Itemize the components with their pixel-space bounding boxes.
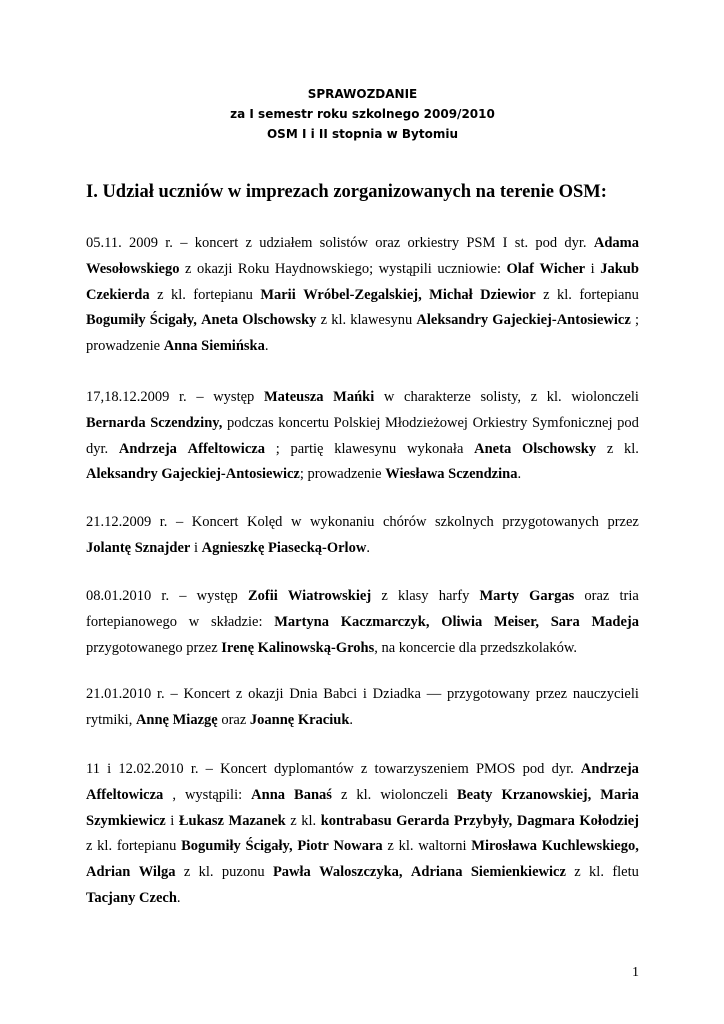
- text-run: z: [340, 786, 348, 803]
- text-run: koncertu: [278, 414, 330, 431]
- text-run: charakterze: [404, 389, 471, 405]
- bold-text: Wiesława Sczendzina: [385, 466, 518, 483]
- text-run: partię: [290, 440, 324, 457]
- bold-text: Bogumiły: [181, 838, 241, 855]
- text-line: [86, 636, 639, 662]
- text-run: z: [387, 838, 394, 855]
- text-run: .: [176, 889, 181, 906]
- report-semester: za I semestr roku szkolnego 2009/2010: [230, 107, 495, 121]
- text-run: towarzyszeniem: [374, 761, 469, 777]
- text-run: –: [205, 761, 213, 777]
- text-run: dyr.: [86, 440, 109, 457]
- text-run: I: [502, 235, 508, 251]
- text-run: –: [170, 686, 178, 702]
- event-paragraph: [86, 385, 639, 488]
- text-run: orkiestry: [407, 235, 460, 251]
- event-paragraph: [86, 231, 639, 360]
- text-run: r.: [165, 235, 173, 251]
- text-run: .: [349, 711, 354, 728]
- bold-text: Marty: [479, 588, 519, 604]
- text-run: st.: [514, 235, 529, 251]
- text-run: z: [184, 260, 192, 277]
- bold-text: Bernarda: [86, 414, 146, 431]
- text-run: z: [157, 286, 164, 303]
- text-run: kl.: [398, 838, 414, 855]
- text-run: w: [188, 613, 200, 630]
- text-run: kl.: [331, 312, 347, 329]
- text-run: przygotowany: [447, 686, 530, 702]
- text-run: .: [264, 338, 269, 355]
- bold-text: Andrzeja: [118, 440, 177, 457]
- bold-text: Affeltowicza: [187, 440, 265, 457]
- text-run: Koncert: [220, 761, 267, 777]
- text-run: szkolnych: [434, 514, 494, 530]
- text-run: w: [290, 514, 302, 530]
- bold-text: Adrian: [86, 864, 131, 881]
- bold-text: Gajeckiej-Antosiewicz: [492, 312, 631, 329]
- document-page: [86, 0, 639, 1024]
- text-run: ,: [172, 786, 176, 803]
- text-run: kl.: [198, 864, 214, 881]
- text-run: klawesynu: [334, 440, 397, 457]
- text-run: puzonu: [221, 864, 265, 881]
- bold-text: Aleksandry: [416, 312, 489, 329]
- bold-text: Tacjany Czech: [86, 889, 177, 906]
- text-run: wykonaniu: [309, 514, 375, 530]
- text-line: [86, 682, 639, 708]
- text-run: okazji: [248, 686, 284, 702]
- section-heading: I. Udział uczniów w imprezach zorganizowanych na terenie OSM:: [86, 182, 607, 202]
- bold-text: Mirosława: [471, 838, 538, 855]
- bold-text: Dagmara: [516, 812, 575, 829]
- bold-text: Anna Siemińska: [163, 338, 265, 355]
- text-run: 05.11.: [86, 235, 122, 251]
- text-run: 08.01.2010: [86, 588, 152, 604]
- text-run: solisty,: [480, 389, 522, 405]
- text-run: Kolęd: [246, 514, 283, 530]
- text-run: udziałem: [259, 235, 313, 251]
- bold-text: Adama: [593, 235, 639, 251]
- text-run: fortepianu: [116, 838, 177, 855]
- bold-text: Zofii: [247, 588, 278, 604]
- text-run: z: [574, 864, 581, 881]
- text-run: i: [590, 260, 595, 277]
- text-run: –: [175, 514, 184, 530]
- bold-text: Przybyły,: [453, 812, 513, 829]
- text-run: z: [183, 864, 191, 881]
- text-line: [86, 886, 639, 912]
- text-run: Koncert: [183, 686, 231, 702]
- text-line: [86, 809, 639, 835]
- text-run: występ: [196, 588, 238, 604]
- bold-text: Olschowsky: [521, 440, 597, 457]
- text-run: 21.12.2009: [86, 514, 152, 530]
- text-run: wystąpili:: [184, 786, 243, 803]
- text-run: z: [86, 838, 93, 855]
- text-run: wiolonczeli: [380, 786, 448, 803]
- bold-text: Kuchlewskiego,: [541, 838, 639, 855]
- bold-text: Wesołowskiego: [86, 260, 180, 277]
- text-run: koncert: [194, 235, 239, 251]
- bold-text: Kołodziej: [579, 812, 639, 829]
- bold-text: Aneta: [201, 312, 239, 329]
- text-line: [86, 860, 639, 886]
- text-run: tria: [619, 588, 639, 604]
- text-run: przygotowanych: [502, 514, 599, 530]
- text-run: i: [107, 761, 112, 777]
- text-run: ; prowadzenie: [299, 466, 386, 483]
- text-run: –: [196, 389, 204, 405]
- text-run: , na koncercie dla przedszkolaków.: [374, 639, 578, 656]
- text-run: z: [290, 812, 297, 829]
- bold-text: Aleksandry Gajeckiej-Antosiewicz: [86, 466, 300, 483]
- text-run: nauczycieli: [572, 686, 639, 702]
- text-run: fortepianu: [193, 286, 253, 303]
- text-run: oraz: [217, 711, 250, 728]
- text-run: fortepianowego: [86, 613, 177, 630]
- text-run: dyplomantów: [273, 761, 354, 777]
- text-run: Polskiej: [333, 414, 381, 431]
- text-run: –: [180, 235, 188, 251]
- text-line: [86, 708, 639, 734]
- text-run: kl.: [170, 286, 186, 303]
- text-run: składzie:: [210, 613, 263, 630]
- page-number: 1: [632, 965, 639, 980]
- report-title: SPRAWOZDANIE: [307, 87, 418, 101]
- text-line: [86, 510, 639, 536]
- text-line: [86, 783, 639, 809]
- text-line: [86, 757, 639, 783]
- text-run: r.: [157, 686, 165, 702]
- text-run: pod: [617, 414, 639, 431]
- bold-text: Łukasz: [178, 812, 224, 829]
- bold-text: Irenę Kalinowską-Grohs: [221, 639, 375, 656]
- text-run: ;: [634, 312, 639, 329]
- bold-text: Sczendziny,: [150, 414, 223, 431]
- text-line: [86, 308, 639, 334]
- text-run: w: [383, 389, 395, 405]
- text-run: kl.: [546, 389, 562, 405]
- text-run: oraz: [584, 588, 610, 604]
- text-run: Dnia: [289, 686, 318, 702]
- text-run: występ: [213, 389, 255, 405]
- text-line: [86, 231, 639, 257]
- text-line: [86, 411, 639, 437]
- event-paragraph: [86, 757, 639, 912]
- text-run: przez: [535, 686, 568, 702]
- text-run: kl.: [589, 864, 604, 881]
- bold-text: Siemienkiewicz: [470, 864, 566, 881]
- text-line: [86, 437, 639, 463]
- bold-text: Ścigały,: [245, 838, 293, 855]
- text-line: [86, 536, 639, 562]
- text-run: harfy: [438, 588, 470, 604]
- text-run: Haydnowskiego;: [274, 260, 374, 277]
- text-line: [86, 610, 639, 636]
- bold-text: Nowara: [333, 838, 383, 855]
- bold-text: Wiatrowskiej: [287, 588, 372, 604]
- text-run: waltorni: [418, 838, 467, 855]
- text-run: wystąpili: [378, 260, 432, 277]
- text-run: solistów: [319, 235, 369, 251]
- bold-text: Olaf: [506, 260, 534, 277]
- text-line: [86, 385, 639, 411]
- text-run: ;: [275, 440, 280, 457]
- bold-text: Banaś: [294, 786, 332, 803]
- text-run: r.: [179, 389, 187, 405]
- text-run: r.: [161, 588, 170, 604]
- text-run: dyr.: [564, 235, 587, 251]
- text-run: r.: [159, 514, 168, 530]
- bold-text: Andrzeja: [580, 761, 639, 777]
- bold-text: Jolantę Sznajder: [86, 539, 191, 556]
- text-line: [86, 584, 639, 610]
- text-run: Orkiestry: [472, 414, 528, 431]
- bold-text: Maria: [600, 786, 639, 803]
- text-run: 17,18.12.2009: [86, 389, 170, 405]
- text-run: i: [170, 812, 175, 829]
- bold-text: Beaty: [457, 786, 493, 803]
- text-run: z: [245, 235, 252, 251]
- bold-text: Aneta: [474, 440, 512, 457]
- text-run: fletu: [612, 864, 639, 881]
- event-paragraph: [86, 584, 639, 661]
- text-run: 2009: [129, 235, 158, 251]
- event-paragraph: [86, 682, 639, 734]
- bold-text: Kaczmarczyk,: [340, 613, 430, 630]
- text-run: —: [426, 686, 442, 702]
- bold-text: Olschowsky: [242, 312, 317, 329]
- bold-text: Mateusza: [263, 389, 324, 405]
- bold-text: Martyna: [274, 613, 329, 630]
- text-run: uczniowie:: [437, 260, 501, 277]
- text-run: fortepianu: [579, 286, 639, 303]
- text-run: klasy: [397, 588, 429, 604]
- bold-text: Bogumiły: [86, 312, 146, 329]
- text-run: oraz: [375, 235, 401, 251]
- text-run: Babci: [323, 686, 358, 702]
- text-run: pod: [535, 235, 558, 251]
- bold-text: Joannę Kraciuk: [249, 711, 350, 728]
- text-run: kl.: [624, 440, 639, 457]
- bold-text: Mańki: [333, 389, 375, 405]
- text-run: okazji: [196, 260, 233, 277]
- text-run: PMOS: [475, 761, 516, 777]
- text-run: podczas: [226, 414, 274, 431]
- text-run: przygotowanego przez: [86, 639, 222, 656]
- bold-text: Jakub: [600, 260, 639, 277]
- text-run: PSM: [466, 235, 496, 251]
- text-run: Koncert: [191, 514, 239, 530]
- bold-text: Pawła: [272, 864, 311, 881]
- bold-text: Adriana: [410, 864, 463, 881]
- bold-text: Czekierda: [86, 286, 150, 303]
- bold-text: Madeja: [591, 613, 639, 630]
- report-school: OSM I i II stopnia w Bytomiu: [266, 127, 459, 141]
- bold-text: Gargas: [529, 588, 575, 604]
- text-line: [86, 462, 639, 488]
- text-run: kl.: [97, 838, 113, 855]
- bold-text: Oliwia: [441, 613, 483, 630]
- text-run: z: [320, 312, 328, 329]
- bold-text: Mazanek: [228, 812, 286, 829]
- bold-text: kontrabasu: [320, 812, 392, 829]
- text-run: prowadzenie: [86, 338, 164, 355]
- text-run: Młodzieżowej: [385, 414, 468, 431]
- text-run: z: [606, 440, 614, 457]
- bold-text: Marii: [260, 286, 296, 303]
- text-run: kl.: [301, 812, 317, 829]
- bold-text: Michał: [429, 286, 473, 303]
- text-line: [86, 834, 639, 860]
- text-run: 11: [86, 761, 100, 777]
- bold-text: Agnieszkę Piasecką-Orlow: [201, 539, 367, 556]
- text-run: pod: [522, 761, 545, 777]
- report-header: [86, 84, 639, 144]
- text-run: z: [235, 686, 243, 702]
- text-run: kl.: [356, 786, 372, 803]
- text-run: z: [360, 761, 368, 777]
- text-run: przez: [607, 514, 639, 530]
- bold-text: Affeltowicza: [86, 786, 164, 803]
- text-run: rytmiki,: [86, 711, 136, 728]
- bold-text: Dziewior: [480, 286, 536, 303]
- text-line: [86, 283, 639, 309]
- text-run: i: [362, 686, 367, 702]
- text-run: dyr.: [551, 761, 574, 777]
- bold-text: Anna: [251, 786, 286, 803]
- text-line: [86, 334, 639, 360]
- text-run: wiolonczeli: [571, 389, 639, 405]
- event-paragraph: [86, 510, 639, 562]
- bold-text: Piotr: [297, 838, 329, 855]
- text-run: r.: [190, 761, 199, 777]
- text-run: 21.01.2010: [86, 686, 152, 702]
- bold-text: Ścigały,: [149, 312, 197, 329]
- text-run: z: [530, 389, 538, 405]
- text-run: .: [517, 466, 522, 483]
- text-run: i: [190, 539, 202, 556]
- text-run: Dziadka: [372, 686, 421, 702]
- text-run: z: [543, 286, 550, 303]
- text-run: wykonała: [407, 440, 464, 457]
- bold-text: Wicher: [539, 260, 586, 277]
- bold-text: Wróbel-Zegalskiej,: [303, 286, 422, 303]
- text-run: –: [179, 588, 187, 604]
- text-run: klawesynu: [350, 312, 413, 329]
- text-run: .: [366, 539, 370, 556]
- bold-text: Wilga: [138, 864, 176, 881]
- text-run: 12.02.2010: [118, 761, 184, 777]
- text-run: Roku: [237, 260, 270, 277]
- bold-text: Meiser,: [494, 613, 539, 630]
- text-run: kl.: [556, 286, 572, 303]
- bold-text: Szymkiewicz: [86, 812, 166, 829]
- text-run: z: [381, 588, 388, 604]
- text-run: chórów: [382, 514, 427, 530]
- bold-text: Annę Miazgę: [135, 711, 218, 728]
- bold-text: Sara: [550, 613, 580, 630]
- text-line: [86, 257, 639, 283]
- bold-text: Krzanowskiej,: [501, 786, 592, 803]
- bold-text: Gerarda: [396, 812, 450, 829]
- text-run: Symfonicznej: [531, 414, 613, 431]
- bold-text: Waloszczyka,: [319, 864, 403, 881]
